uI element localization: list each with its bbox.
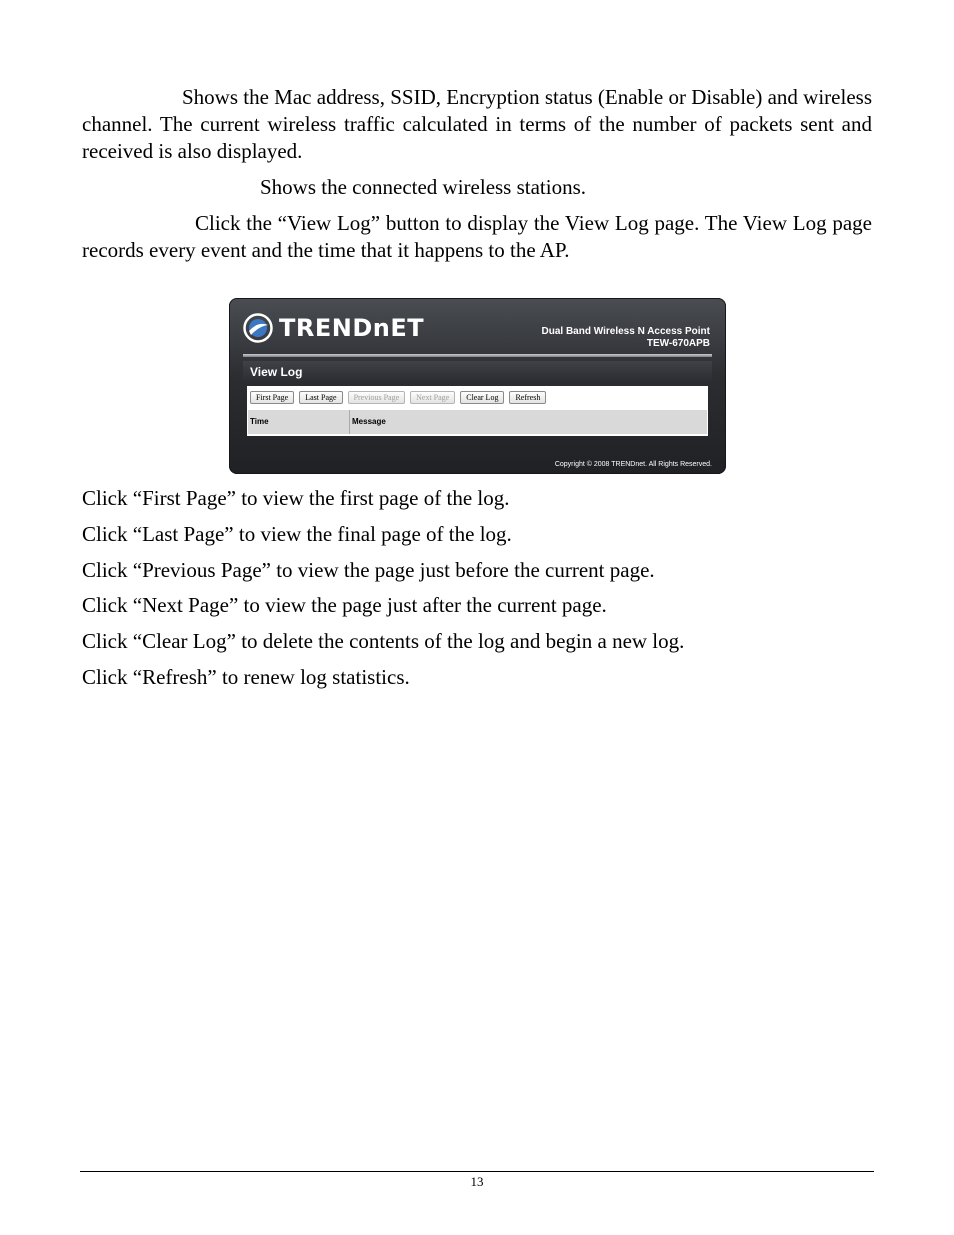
previous-page-button[interactable]: Previous Page: [348, 391, 406, 404]
refresh-button[interactable]: Refresh: [509, 391, 546, 404]
next-page-button[interactable]: Next Page: [410, 391, 455, 404]
time-column-header: Time: [248, 410, 350, 434]
copyright-text: Copyright © 2008 TRENDnet. All Rights Reserved.: [554, 461, 712, 468]
product-model: TEW-670APB: [646, 338, 710, 349]
logo-text: TRENDnET: [279, 314, 425, 342]
instruction-last-page: Click “Last Page” to view the final page of the log.: [82, 522, 512, 546]
last-page-button[interactable]: Last Page: [299, 391, 342, 404]
message-column-header: Message: [352, 417, 386, 426]
panel-title: View Log: [243, 361, 712, 383]
footer-rule: [80, 1171, 874, 1172]
instruction-refresh: Click “Refresh” to renew log statistics.: [82, 665, 410, 689]
log-toolbar: [250, 391, 546, 404]
product-name: [542, 326, 710, 350]
page-number: 13: [470, 1174, 484, 1189]
intro-paragraph-3: Click the “View Log” button to display the View Log page. The View Log page records every event and the time that it happens to the AP.: [82, 211, 872, 262]
intro-paragraph-2: Shows the connected wireless stations.: [260, 175, 587, 199]
instruction-previous-page: Click “Previous Page” to view the page just before the current page.: [82, 558, 655, 582]
header-separator: [243, 354, 712, 357]
clear-log-button[interactable]: Clear Log: [460, 391, 504, 404]
product-line-1: Dual Band Wireless N Access Point: [541, 326, 710, 337]
trendnet-logo: [243, 310, 424, 346]
instruction-first-page: Click “First Page” to view the first page of the log.: [82, 486, 510, 510]
intro-paragraph-1: Shows the Mac address, SSID, Encryption status (Enable or Disable) and wireless channel. The current wireless traffic calculated in terms of the number of packets sent and received is also displayed.: [82, 85, 872, 163]
first-page-button[interactable]: First Page: [250, 391, 294, 404]
instruction-next-page: Click “Next Page” to view the page just after the current page.: [82, 593, 607, 617]
view-log-screenshot: [229, 298, 726, 474]
log-panel: [247, 386, 708, 436]
trendnet-globe-icon: [243, 313, 273, 343]
log-table-header: [248, 410, 707, 434]
instruction-clear-log: Click “Clear Log” to delete the contents of the log and begin a new log.: [82, 629, 685, 653]
